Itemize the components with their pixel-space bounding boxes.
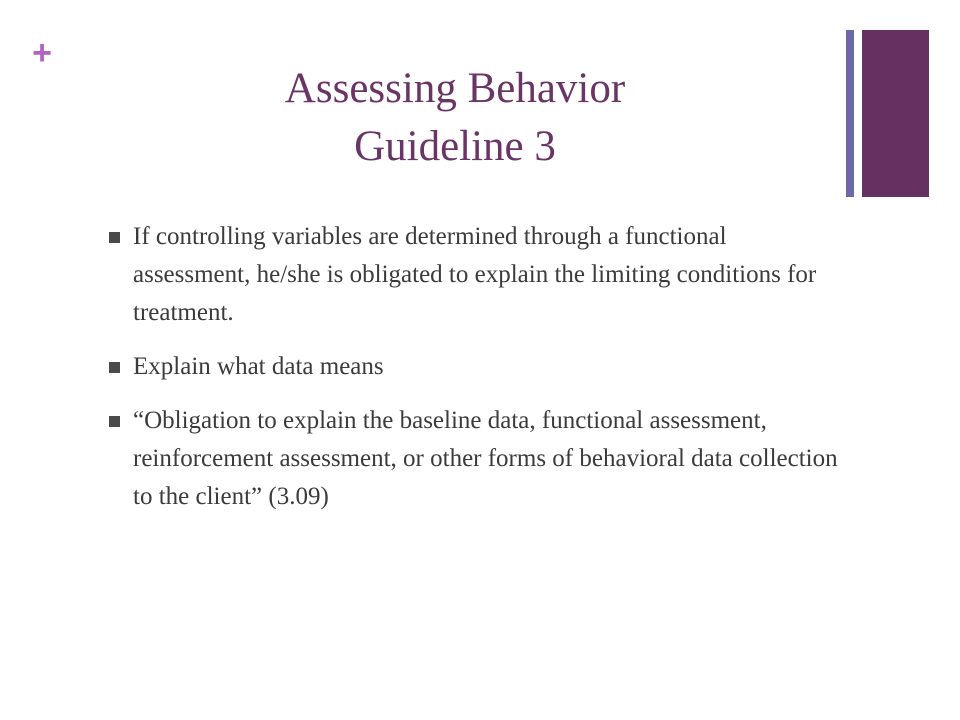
bullet-item: [108, 402, 838, 516]
bullet-list: [108, 218, 838, 532]
bullet-item: [108, 218, 838, 332]
square-bullet-icon: [109, 362, 120, 373]
square-bullet-icon: [109, 416, 120, 427]
plus-icon: +: [32, 34, 52, 72]
title-line-2: Guideline 3: [354, 123, 556, 170]
bullet-text: If controlling variables are determined through a functional assessment, he/she is obligated to explain the limiting conditions for treatment.: [133, 223, 817, 326]
square-bullet-icon: [109, 232, 120, 243]
accent-bar-thin: [846, 30, 854, 197]
title-line-1: Assessing Behavior: [284, 65, 626, 112]
bullet-text: Explain what data means: [133, 353, 384, 380]
bullet-text: “Obligation to explain the baseline data, functional assessment, reinforcement assessment, or other forms of behavioral data collection to the client” (3.09): [133, 407, 838, 510]
bullet-item: [108, 348, 838, 386]
slide-title: [150, 60, 760, 176]
accent-bar-thick: [862, 30, 929, 197]
